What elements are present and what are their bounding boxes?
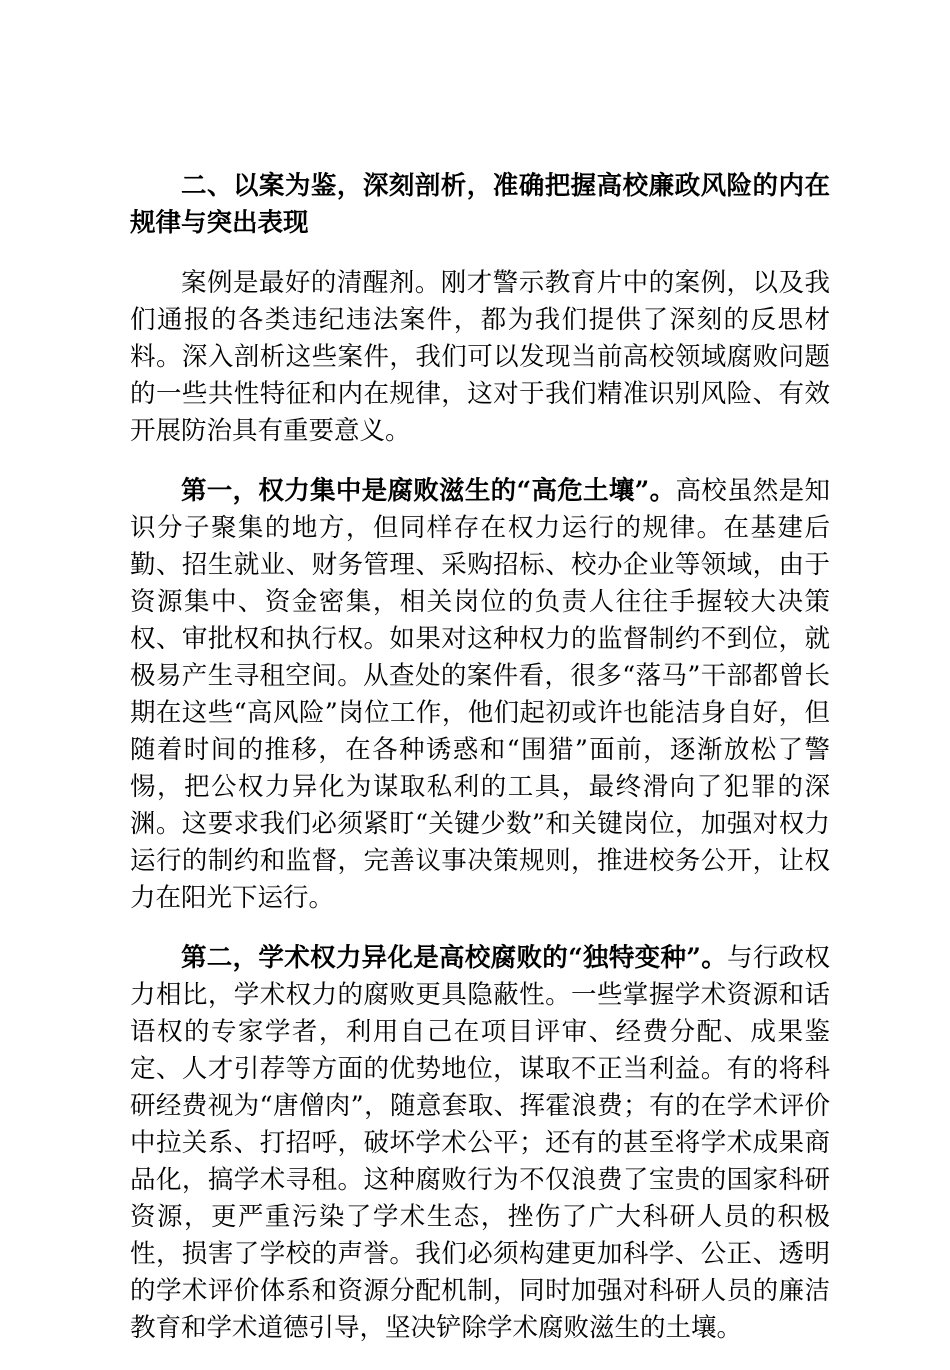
- point-one-paragraph: [130, 473, 830, 917]
- section-heading: 二、以案为鉴，深刻剖析，准确把握高校廉政风险的内在规律与突出表现: [130, 171, 830, 238]
- intro-paragraph: 案例是最好的清醒剂。刚才警示教育片中的案例，以及我们通报的各类违纪违法案件，都为我们提供了深刻的反思材料。深入剖析这些案件，我们可以发现当前高校领域腐败问题的一些共性特征和内在规律，这对于我们精准识别风险、有效开展防治具有重要意义。: [130, 268, 830, 446]
- point-two-lead: 第二，学术权力异化是高校腐败的“独特变种”。: [181, 943, 728, 973]
- point-two-body: 与行政权力相比，学术权力的腐败更具隐蔽性。一些掌握学术资源和话语权的专家学者，利用自己在项目评审、经费分配、成果鉴定、人才引荐等方面的优势地位，谋取不正当利益。有的将科研经费视为“唐僧肉”，随意套取、挥霍浪费；有的在学术评价中拉关系、打招呼，破坏学术公平；还有的甚至将学术成果商品化，搞学术寻租。这种腐败行为不仅浪费了宝贵的国家科研资源，更严重污染了学术生态，挫伤了广大科研人员的积极性，损害了学校的声誉。我们必须构建更加科学、公正、透明的学术评价体系和资源分配机制，同时加强对科研人员的廉洁教育和学术道德引导，坚决铲除学术腐败滋生的土壤。: [130, 943, 830, 1343]
- document-body: [130, 168, 830, 1370]
- point-one-lead: 第一，权力集中是腐败滋生的“高危土壤”。: [181, 476, 676, 506]
- point-one-body: 高校虽然是知识分子聚集的地方，但同样存在权力运行的规律。在基建后勤、招生就业、财务管理、采购招标、校办企业等领域，由于资源集中、资金密集，相关岗位的负责人往往手握较大决策权、审批权和执行权。如果对这种权力的监督制约不到位，就极易产生寻租空间。从查处的案件看，很多“落马”干部都曾长期在这些“高风险”岗位工作，他们起初或许也能洁身自好，但随着时间的推移，在各种诱惑和“围猎”面前，逐渐放松了警惕，把公权力异化为谋取私利的工具，最终滑向了犯罪的深渊。这要求我们必须紧盯“关键少数”和关键岗位，加强对权力运行的制约和监督，完善议事决策规则，推进校务公开，让权力在阳光下运行。: [130, 476, 830, 913]
- point-two-paragraph: [130, 940, 830, 1347]
